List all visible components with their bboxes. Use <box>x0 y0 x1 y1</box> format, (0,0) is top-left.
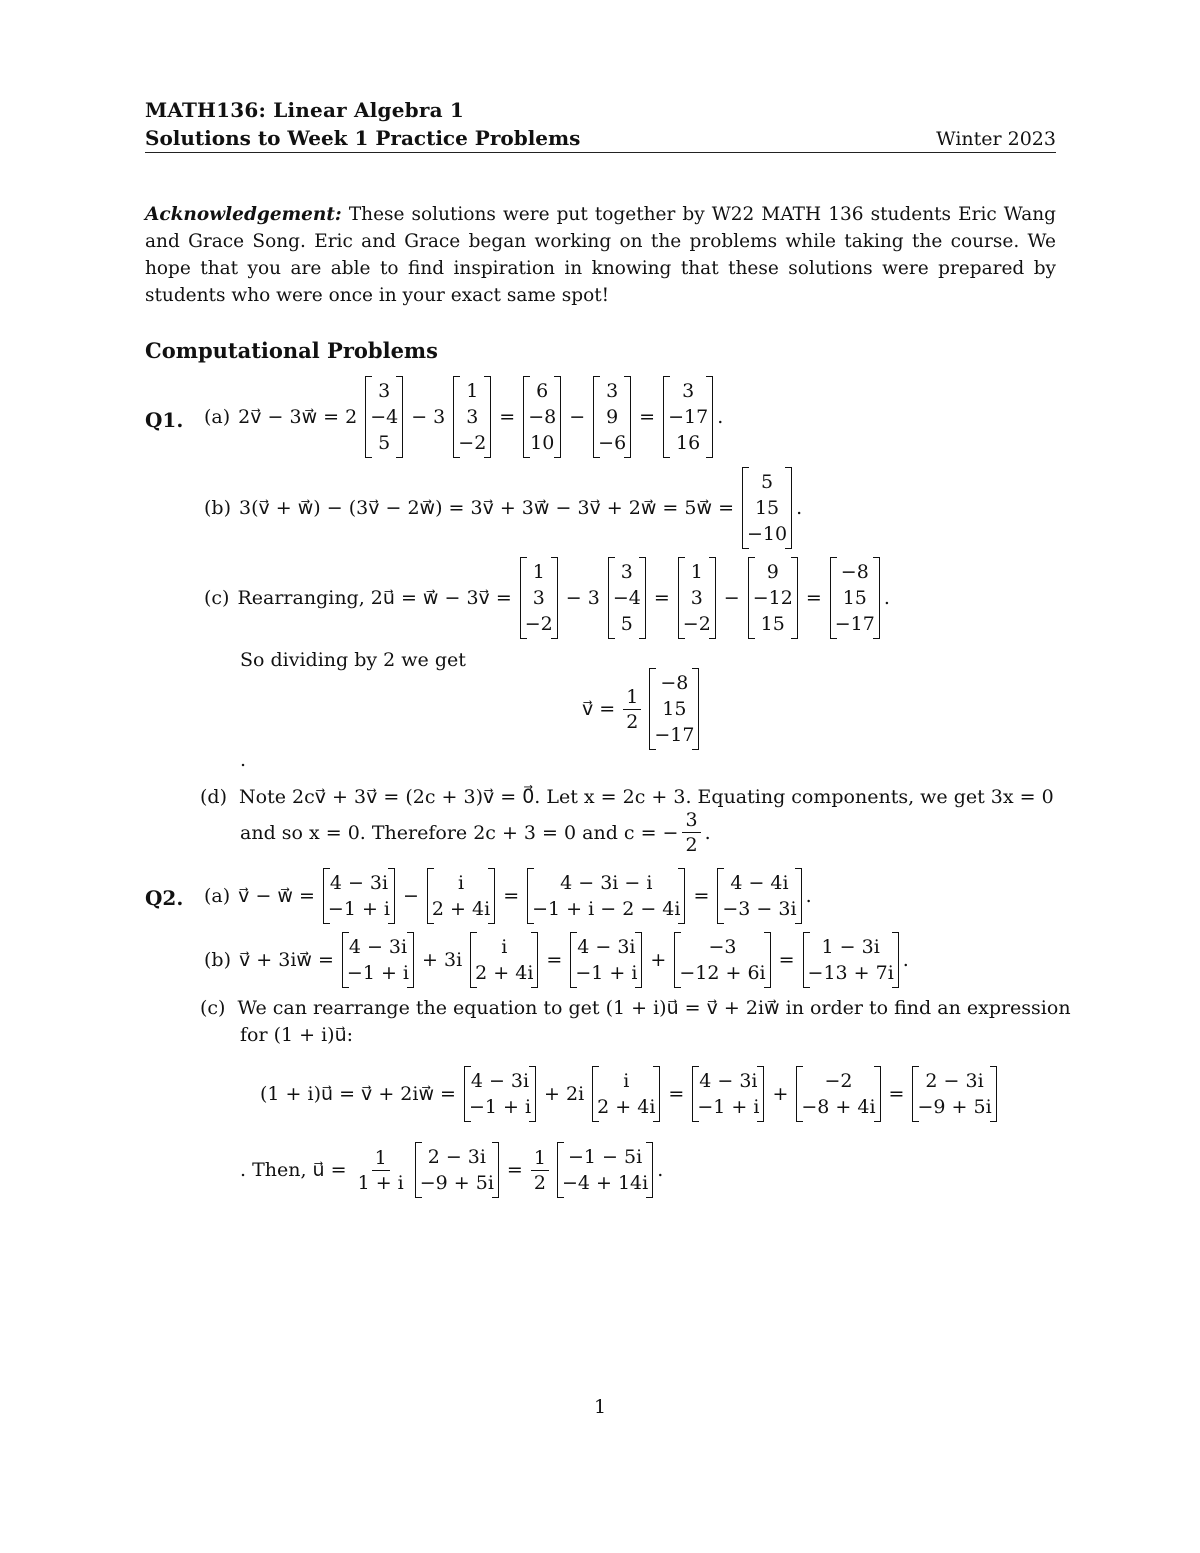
vector-entry: −1 + i <box>327 898 390 920</box>
vector-entry: 1 − 3i <box>821 936 880 958</box>
vector-entry: 15 <box>662 698 687 720</box>
period: . <box>883 587 890 609</box>
vector-entry: −2 <box>524 613 553 635</box>
vector-entry: 3 <box>532 587 545 609</box>
part-label: (c) <box>204 587 230 609</box>
vector-entry: 2 + 4i <box>431 898 491 920</box>
vector-entry: 15 <box>760 613 785 635</box>
term-label: Winter 2023 <box>936 128 1056 150</box>
question-label: Q2. <box>145 886 184 910</box>
vector <box>912 1066 996 1122</box>
period: . <box>704 821 711 844</box>
vector-entry: 2 − 3i <box>925 1070 984 1092</box>
vector-entry: −2 <box>824 1070 853 1092</box>
vector-entry: −13 + 7i <box>807 962 894 984</box>
course-title: MATH136: Linear Algebra 1 <box>145 98 465 122</box>
vector-entry: −8 <box>528 406 557 428</box>
fraction-numerator: 1 <box>623 685 641 710</box>
vector-entry: 9 <box>606 406 619 428</box>
vector-entry: −12 + 6i <box>679 962 766 984</box>
vector <box>803 932 899 988</box>
fraction-numerator: 3 <box>682 808 700 833</box>
page-header <box>145 96 1056 153</box>
vector-entry: 1 <box>532 561 545 583</box>
vector <box>365 376 403 458</box>
q1c-equation <box>200 557 890 639</box>
vector-entry: −1 − 5i <box>567 1146 643 1168</box>
equation-text: 3(v⃗ + w⃗) − (3v⃗ − 2w⃗) = 3v⃗ + 3w⃗ − 3v⃗ + 2w⃗ = 5w⃗ = <box>239 497 734 519</box>
operator: + <box>650 949 667 971</box>
vector-entry: 1 <box>466 380 479 402</box>
vector <box>557 1142 653 1198</box>
period: . <box>902 949 909 971</box>
period: . <box>717 406 724 428</box>
equation-text: Rearranging, 2u⃗ = w⃗ − 3v⃗ = <box>237 587 512 609</box>
vector-entry: 15 <box>842 587 867 609</box>
q1c-result <box>578 668 703 750</box>
paragraph-text: We can rearrange the equation to get (1 + i)u⃗ = v⃗ + 2iw⃗ in order to find an expression <box>237 997 1071 1019</box>
vector-entry: −12 <box>752 587 793 609</box>
vector-entry: −2 <box>682 613 711 635</box>
acknowledgement-label: Acknowledgement: <box>145 204 342 225</box>
vector-entry: −4 <box>612 587 641 609</box>
operator: − <box>723 587 740 609</box>
operator: = <box>506 1159 523 1181</box>
operator: = <box>546 949 563 971</box>
vector-entry: i <box>501 936 508 958</box>
vector-entry: 2 + 4i <box>597 1096 656 1118</box>
equation-text: v⃗ = <box>582 698 616 720</box>
vector-entry: 5 <box>620 613 633 635</box>
vector <box>323 868 395 924</box>
vector <box>796 1066 880 1122</box>
acknowledgement-paragraph <box>145 201 1056 309</box>
vector <box>830 557 880 639</box>
operator: = <box>693 885 710 907</box>
header-row <box>145 124 1056 153</box>
vector-entry: 10 <box>530 432 555 454</box>
operator: + 3i <box>422 949 463 971</box>
vector-entry: −1 + i <box>575 962 638 984</box>
vector <box>427 868 495 924</box>
period: . <box>796 497 803 519</box>
vector-entry: 4 − 4i <box>730 872 789 894</box>
part-label: (d) <box>200 786 227 808</box>
operator: − 3 <box>411 406 446 428</box>
vector-entry: i <box>623 1070 630 1092</box>
operator: = <box>503 885 520 907</box>
vector <box>674 932 770 988</box>
vector <box>415 1142 499 1198</box>
q2a-equation <box>200 868 812 924</box>
vector <box>453 376 491 458</box>
operator: = <box>668 1083 685 1105</box>
vector-entry: 3 <box>378 380 391 402</box>
vector <box>342 932 414 988</box>
vector-entry: −1 + i − 2 − 4i <box>532 898 681 920</box>
vector-entry: i <box>458 872 465 894</box>
part-label: (b) <box>204 949 231 971</box>
fraction-numerator: 1 <box>531 1146 549 1171</box>
vector <box>523 376 561 458</box>
vector-entry: −2 <box>458 432 487 454</box>
q2c-equation <box>256 1066 1001 1122</box>
operator: = <box>653 587 670 609</box>
vector-entry: −17 <box>668 406 709 428</box>
period: . <box>805 885 812 907</box>
vector-entry: −17 <box>654 724 695 746</box>
vector-entry: 3 <box>606 380 619 402</box>
vector <box>717 868 801 924</box>
vector-entry: 3 <box>466 406 479 428</box>
vector-entry: 4 − 3i <box>329 872 389 894</box>
vector-entry: −9 + 5i <box>917 1096 992 1118</box>
fraction-numerator: 1 <box>372 1146 390 1171</box>
equation-text: . Then, u⃗ = <box>240 1159 347 1181</box>
equation-text: v⃗ + 3iw⃗ = <box>239 949 334 971</box>
vector-entry: −1 + i <box>468 1096 532 1118</box>
period: . <box>657 1159 664 1181</box>
paragraph-text: Note 2cv⃗ + 3v⃗ = (2c + 3)v⃗ = 0⃗. Let x = 2c + 3. Equating components, we get 3x = 0 <box>239 786 1054 808</box>
vector-entry: −6 <box>598 432 627 454</box>
vector-entry: −17 <box>834 613 875 635</box>
fraction-denominator: 2 <box>626 710 639 733</box>
vector-entry: −8 <box>840 561 869 583</box>
vector <box>593 376 631 458</box>
vector-entry: −9 + 5i <box>419 1172 494 1194</box>
vector <box>592 1066 660 1122</box>
document-subtitle: Solutions to Week 1 Practice Problems <box>145 126 581 150</box>
question-label: Q1. <box>145 408 184 432</box>
equation-text: 2v⃗ − 3w⃗ = 2 <box>238 406 358 428</box>
vector <box>649 668 699 750</box>
vector <box>520 557 558 639</box>
vector-entry: −8 <box>660 672 689 694</box>
vector-entry: 3 <box>690 587 703 609</box>
part-label: (a) <box>204 406 231 428</box>
vector <box>608 557 646 639</box>
vector-entry: −3 <box>708 936 737 958</box>
vector-entry: 5 <box>378 432 391 454</box>
part-label: (c) <box>200 997 226 1019</box>
vector-entry: 2 + 4i <box>475 962 534 984</box>
vector <box>470 932 538 988</box>
equation-text: (1 + i)u⃗ = v⃗ + 2iw⃗ = <box>260 1083 456 1105</box>
operator: = <box>639 406 656 428</box>
vector-entry: 3 <box>682 380 695 402</box>
vector-entry: 1 <box>690 561 703 583</box>
fraction-denominator: 2 <box>685 834 698 856</box>
fraction <box>531 1146 549 1195</box>
vector-entry: −1 + i <box>697 1096 760 1118</box>
vector-entry: 16 <box>676 432 701 454</box>
operator: = <box>888 1083 905 1105</box>
part-label: (b) <box>204 497 231 519</box>
vector <box>748 557 798 639</box>
vector-entry: 4 − 3i − i <box>560 872 653 894</box>
q1b-equation <box>200 467 802 549</box>
vector <box>464 1066 536 1122</box>
fraction-denominator: 2 <box>533 1171 546 1194</box>
q1a-equation <box>200 376 723 458</box>
vector-entry: −10 <box>746 523 788 545</box>
vector-entry: −3 − 3i <box>722 898 797 920</box>
operator: + <box>772 1083 789 1105</box>
page-number: 1 <box>593 1396 607 1418</box>
vector-entry: −4 + 14i <box>561 1172 649 1194</box>
vector <box>742 467 792 549</box>
vector-entry: 3 <box>620 561 633 583</box>
paragraph-text: and so x = 0. Therefore 2c + 3 = 0 and c = − <box>240 821 679 844</box>
fraction <box>623 685 641 734</box>
vector <box>527 868 685 924</box>
stray-period: . <box>240 749 247 771</box>
equation-text: v⃗ − w⃗ = <box>238 885 315 907</box>
vector <box>570 932 642 988</box>
operator: = <box>499 406 516 428</box>
acknowledgement-text: These solutions were put together by W22 MATH 136 students Eric Wang and Grace Song. Eric and Grace began working on the problems while taking the course. We hope that you are able to find inspiration in knowing that these solutions were prepared by students who were once in your exact same spot! <box>145 204 1056 306</box>
q1c-text: So dividing by 2 we get <box>240 649 466 671</box>
vector <box>678 557 716 639</box>
q2b-equation <box>200 932 909 988</box>
operator: = <box>778 949 795 971</box>
vector <box>663 376 713 458</box>
q2c-line2: for (1 + i)u⃗: <box>240 1024 354 1046</box>
fraction <box>355 1146 407 1195</box>
section-title: Computational Problems <box>145 338 438 363</box>
header-rule <box>145 152 1056 153</box>
operator: − 3 <box>565 587 600 609</box>
vector-entry: 4 − 3i <box>348 936 408 958</box>
vector-entry: 2 − 3i <box>427 1146 486 1168</box>
operator: − <box>403 885 419 907</box>
q1d-line2 <box>240 808 711 857</box>
vector-entry: 9 <box>766 561 779 583</box>
operator: = <box>805 587 822 609</box>
operator: + 2i <box>544 1083 585 1105</box>
vector-entry: 6 <box>536 380 549 402</box>
vector-entry: 4 − 3i <box>699 1070 758 1092</box>
fraction <box>682 808 700 857</box>
fraction-denominator: 1 + i <box>357 1171 404 1194</box>
q2c-line1 <box>200 993 1071 1023</box>
vector-entry: −1 + i <box>346 962 410 984</box>
vector-entry: 5 <box>760 471 774 493</box>
vector-entry: 4 − 3i <box>470 1070 530 1092</box>
vector-entry: 4 − 3i <box>577 936 636 958</box>
vector-entry: −8 + 4i <box>801 1096 876 1118</box>
q2c-result <box>236 1142 663 1198</box>
operator: − <box>569 406 586 428</box>
vector-entry: −4 <box>370 406 399 428</box>
part-label: (a) <box>204 885 231 907</box>
vector-entry: 15 <box>754 497 780 519</box>
vector <box>692 1066 764 1122</box>
